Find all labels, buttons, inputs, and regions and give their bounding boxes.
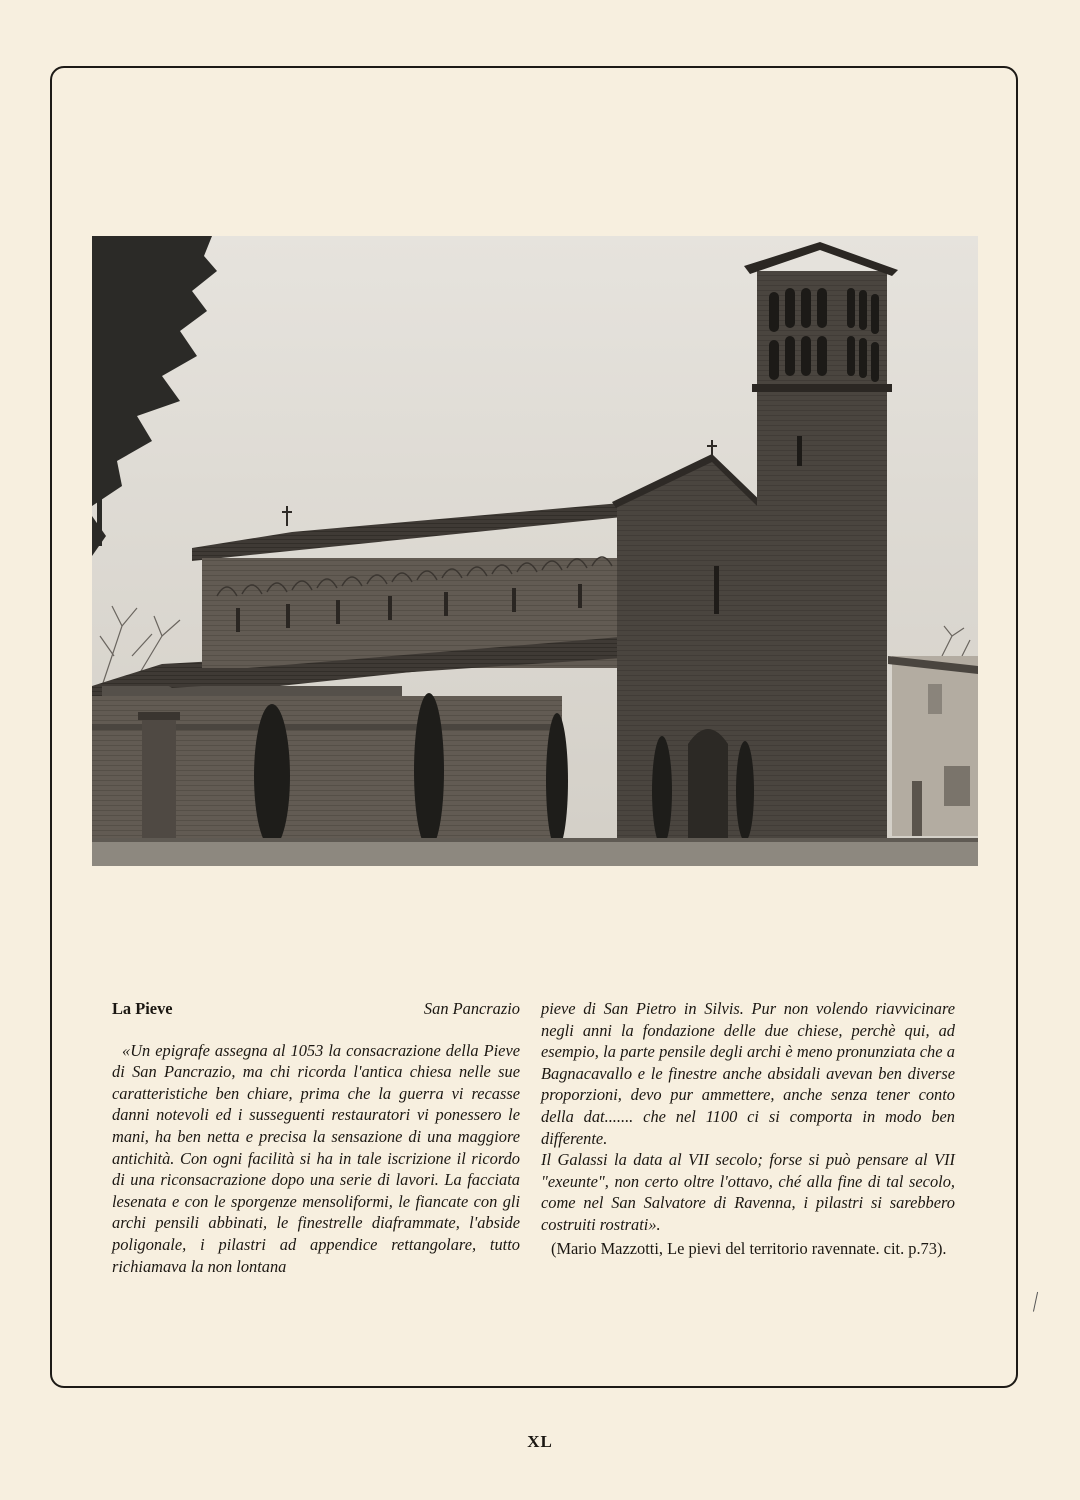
quote-paragraph-left: «Un epigrafe assegna al 1053 la consacrazione della Pieve di San Pancrazio, ma chi ricorda l'antica chiesa nelle sue caratteristiche ben chiare, prima che la guerra vi recasse danni notevoli ed i susseguenti restauratori vi ponessero le mani, ha ben netta e precisa la sensazione di una maggiore antichità. Con ogni facilità si ha in tale iscrizione il ricordo di una riconsacrazione dopo una serie di lavori. La facciata lesenata e con le sporgenze mensoliformi, le fiancate con gli archi pensili abbinati, le finestrelle diaframmate, l'abside poligonale, i pilastri ad appendice rettangolare, tutto richiamava la non lontana [112,1040,520,1276]
page-number: XL [527,1432,553,1451]
caption-row [112,998,520,1020]
quote-paragraph-galassi: Il Galassi la data al VII secolo; forse si può pensare al VII "exeunte", non certo oltre l'ottavo, ché alla fine di tal secolo, come nel San Salvatore di Ravenna, i pilastri si sarebbero costruiti rostrati». [541,1150,955,1234]
text-column-left [112,998,520,1277]
caption-place: San Pancrazio [423,999,520,1018]
text-column-right [541,998,955,1259]
citation: (Mario Mazzotti, Le pievi del territorio ravennate. cit. p.73). [551,1238,947,1258]
caption-title: La Pieve [112,999,173,1018]
church-photograph [92,236,978,866]
quote-paragraph-continued: pieve di San Pietro in Silvis. Pur non volendo riavvicinare negli anni la fondazione delle due chiese, perchè qui, ad esempio, la parte pensile degli archi è meno pronunziata che a Bagnacavallo e le finestre anche absidali avevan ben diverse proporzioni, devo pur ammettere, anche senza tener conto della dat....... che nel 1100 ci si comporta in modo ben differente. [541,999,955,1148]
pen-mark [1033,1292,1040,1312]
